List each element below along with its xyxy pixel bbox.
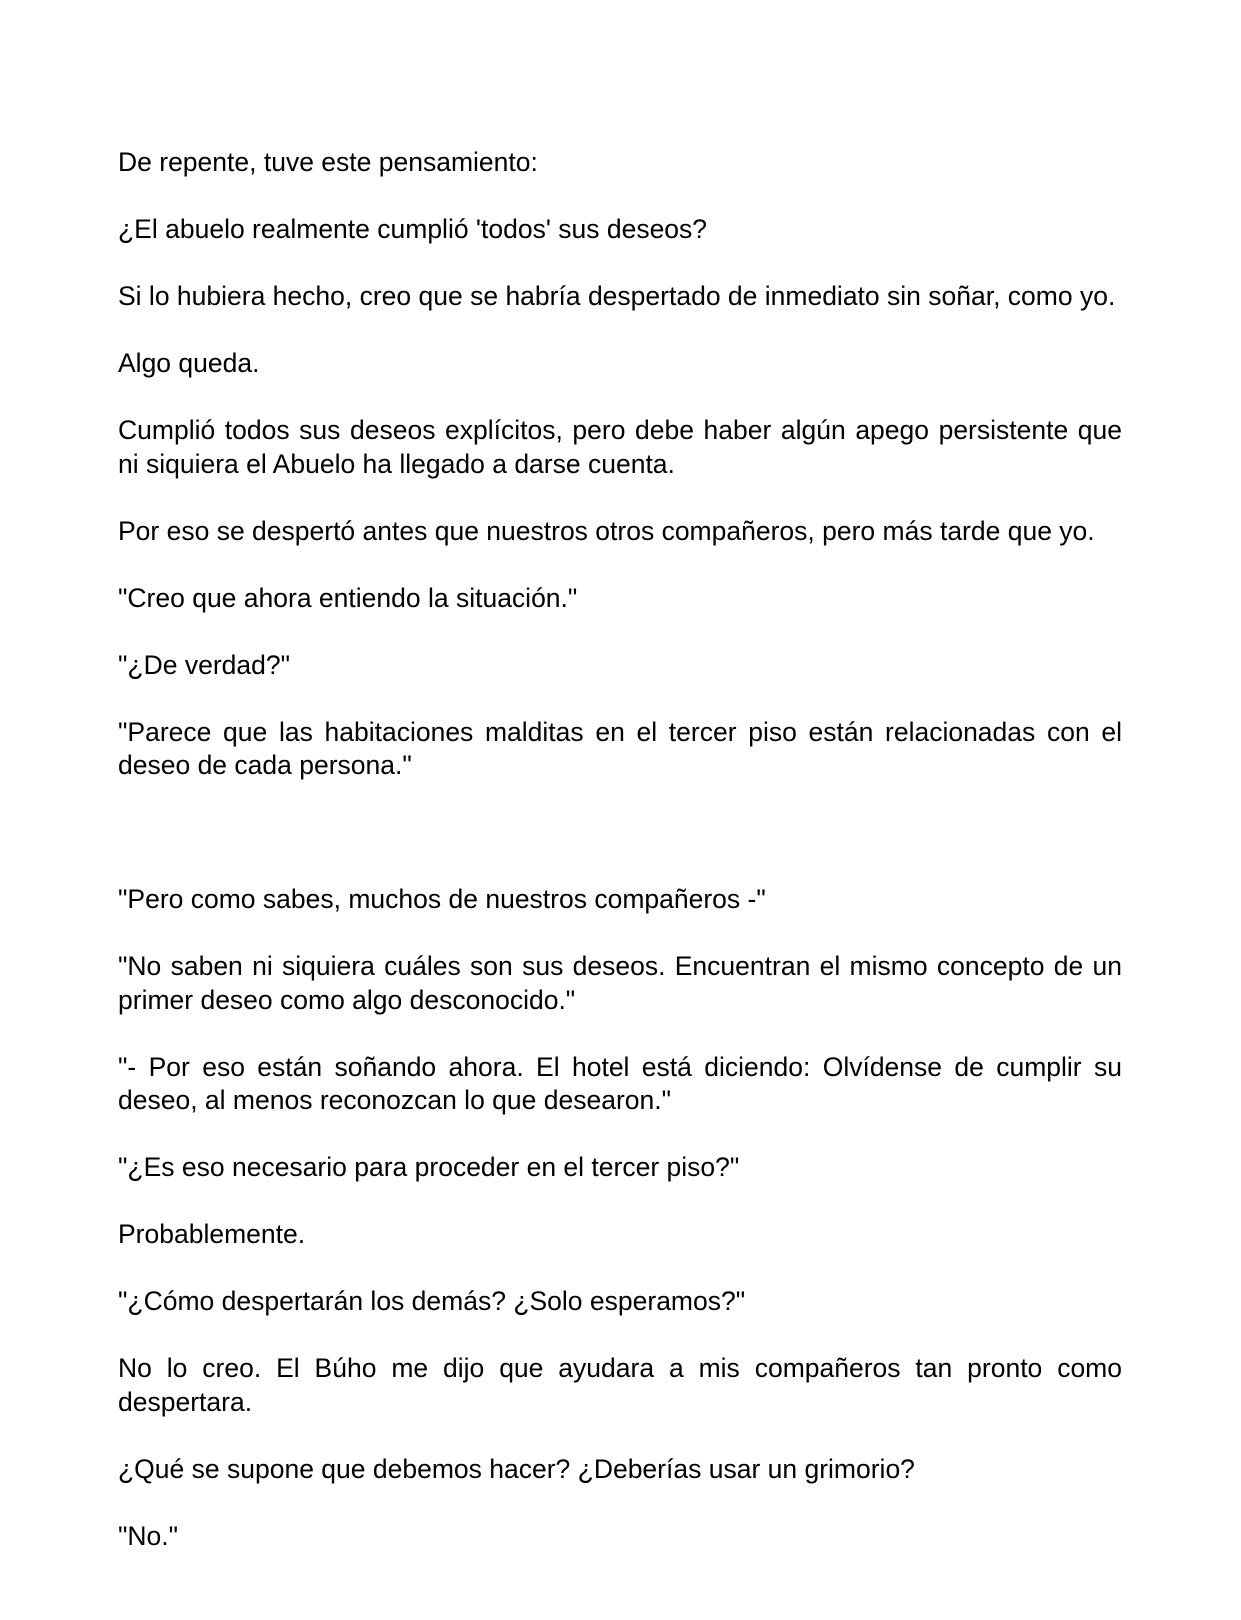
paragraph: "- Por eso están soñando ahora. El hotel está diciendo: Olvídense de cumplir su deseo, al menos reconozcan lo que desearon." [118,1051,1122,1115]
paragraph: "¿De verdad?" [118,649,291,680]
paragraph: "¿Cómo despertarán los demás? ¿Solo esperamos?" [118,1286,746,1316]
paragraph: "No." [118,1520,179,1551]
paragraph: "Pero como sabes, muchos de nuestros compañeros -" [118,884,766,914]
paragraph: Por eso se despertó antes que nuestros otros compañeros, pero más tarde que yo. [118,515,1095,546]
paragraph: Si lo hubiera hecho, creo que se habría despertado de inmediato sin soñar, como yo. [118,281,1116,311]
paragraph: ¿El abuelo realmente cumplió 'todos' sus deseos? [118,214,708,244]
document-body [118,146,1122,1587]
paragraph: ¿Qué se supone que debemos hacer? ¿Deberías usar un grimorio? [118,1453,915,1484]
paragraph: "¿Es eso necesario para proceder en el tercer piso?" [118,1152,740,1182]
paragraph: No lo creo. El Búho me dijo que ayudara a mis compañeros tan pronto como despertara. [118,1353,1122,1417]
paragraph: "No saben ni siquiera cuáles son sus deseos. Encuentran el mismo concepto de un primer deseo como algo desconocido." [118,951,1122,1015]
paragraph: "Parece que las habitaciones malditas en el tercer piso están relacionadas con el deseo de cada persona." [118,716,1122,780]
paragraph: Cumplió todos sus deseos explícitos, pero debe haber algún apego persistente que ni siquiera el Abuelo ha llegado a darse cuenta. [118,415,1122,479]
paragraph: De repente, tuve este pensamiento: [118,147,538,177]
paragraph: Algo queda. [118,348,260,378]
paragraph: Probablemente. [118,1219,306,1249]
paragraph: "Creo que ahora entiendo la situación." [118,582,578,613]
